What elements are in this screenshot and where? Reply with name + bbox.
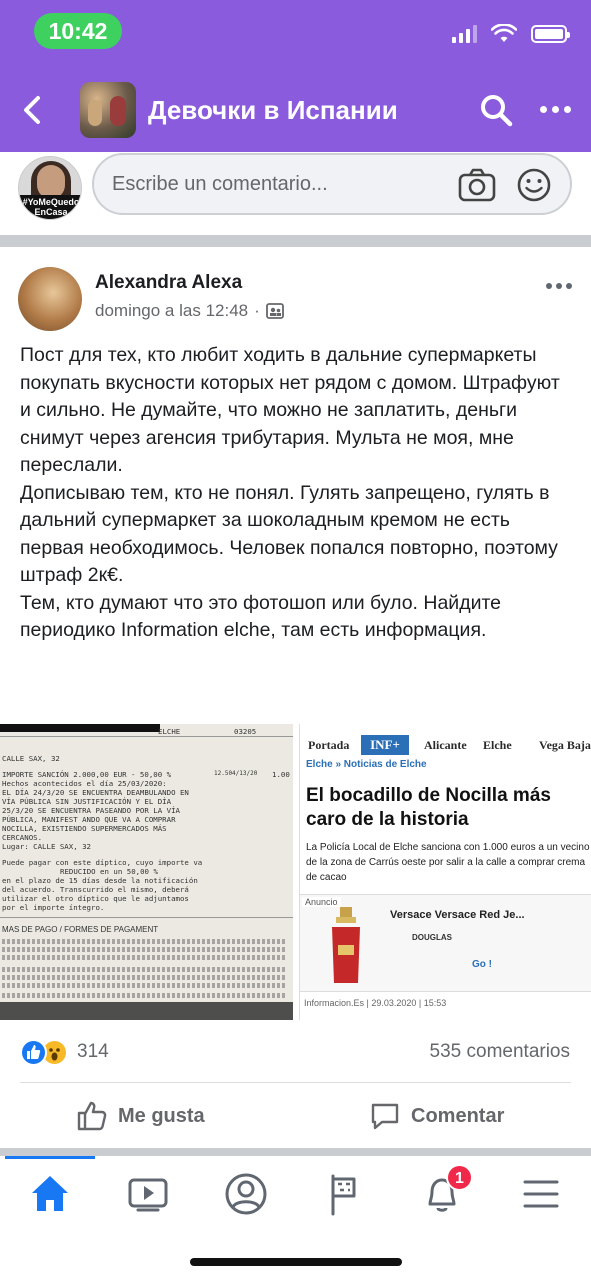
tab-profile[interactable] bbox=[222, 1170, 270, 1218]
news-nav-item: Elche bbox=[483, 738, 512, 752]
ad-brand: DOUGLAS bbox=[412, 933, 452, 942]
comment-composer bbox=[0, 152, 591, 236]
tab-watch[interactable] bbox=[124, 1170, 172, 1218]
fine-document bbox=[0, 724, 293, 1020]
post-timestamp[interactable]: domingo a las 12:48 bbox=[95, 301, 249, 320]
doc-line: utilizar el otro díptico que le adjuntamos bbox=[2, 894, 189, 903]
profile-icon bbox=[222, 1170, 270, 1218]
news-nav-item: Portada bbox=[308, 738, 350, 752]
post-paragraph: Дописываю тем, кто не понял. Гулять запрещено, гулять в дальний супермаркет за шоколадным кремом не есть первая необходимось. Человек попался повторно, поэтому штраф 2к€. bbox=[20, 481, 558, 586]
avatar-frame-text: #YoMeQuedo EnCasa bbox=[19, 195, 82, 219]
doc-line: 25/3/20 SE ENCUENTRA PASEANDO POR LA VÍA bbox=[2, 806, 180, 815]
comment-input[interactable] bbox=[92, 153, 572, 215]
news-breadcrumb: Elche » Noticias de Elche bbox=[306, 759, 427, 770]
reactions-summary[interactable] bbox=[20, 1038, 109, 1066]
doc-line: Lugar: CALLE SAX, 32 bbox=[2, 842, 91, 851]
emoji-icon[interactable] bbox=[516, 167, 552, 203]
video-icon bbox=[124, 1170, 172, 1218]
perfume-bottle-icon bbox=[326, 905, 366, 985]
news-nav-item: Vega Baja bbox=[539, 738, 591, 752]
post-author[interactable]: Alexandra Alexa bbox=[95, 272, 243, 293]
reactions-count: 314 bbox=[77, 1041, 109, 1062]
news-ad bbox=[300, 894, 591, 992]
notification-badge: 1 bbox=[446, 1164, 473, 1191]
news-nav-item: Alicante bbox=[424, 738, 467, 752]
doc-line: VÍA PÚBLICA SIN JUSTIFICACIÓN Y EL DÍA bbox=[2, 797, 172, 806]
header bbox=[0, 0, 591, 152]
status-time: 10:42 bbox=[34, 13, 122, 49]
like-reaction-icon bbox=[20, 1039, 47, 1066]
tab-menu[interactable] bbox=[517, 1170, 565, 1218]
meta-separator: · bbox=[254, 301, 260, 320]
app-bar bbox=[0, 78, 591, 142]
doc-line: por el importe íntegro. bbox=[2, 903, 105, 912]
group-thumbnail[interactable] bbox=[80, 82, 136, 138]
ad-label: Anuncio bbox=[302, 897, 341, 907]
doc-header-left: ELCHE bbox=[158, 727, 181, 736]
section-divider bbox=[0, 235, 591, 247]
section-divider bbox=[0, 1148, 591, 1156]
post-options-icon[interactable] bbox=[546, 283, 572, 289]
tab-home[interactable] bbox=[26, 1170, 74, 1218]
doc-side-value: 12.504/13/20 bbox=[214, 770, 258, 777]
search-icon[interactable] bbox=[478, 92, 514, 128]
comment-input-placeholder: Escribe un comentario... bbox=[112, 173, 328, 195]
like-button[interactable] bbox=[76, 1096, 205, 1136]
doc-line: CALLE SAX, 32 bbox=[2, 754, 60, 763]
signal-icon bbox=[452, 25, 477, 43]
ad-cta: Go ! bbox=[472, 959, 492, 970]
doc-line: PÚBLICA, MANIFEST ANDO QUE VA A COMPRAR bbox=[2, 815, 176, 824]
thumbs-up-icon bbox=[76, 1100, 108, 1132]
doc-line: Hechos acontecidos el día 25/03/2020: bbox=[2, 779, 167, 788]
post-photo-fine-document[interactable] bbox=[0, 724, 293, 1020]
group-title[interactable]: Девочки в Испании bbox=[148, 95, 398, 125]
doc-line: Puede pagar con este díptico, cuyo importe va bbox=[2, 858, 203, 867]
avatar[interactable] bbox=[18, 156, 82, 220]
doc-header-right: 03205 bbox=[234, 727, 257, 736]
post-paragraph: Пост для тех, кто любит ходить в дальние супермаркеты покупать вкусности которых нет рядом с домом. Штрафуют и сильно. Не думайте, что можно не заплатить, деньги снимут через агенсия трибутария. Мульта не моя, мне переслали. bbox=[20, 344, 560, 476]
comment-button[interactable] bbox=[369, 1096, 504, 1136]
like-label: Me gusta bbox=[118, 1104, 205, 1127]
news-nav bbox=[300, 728, 591, 762]
doc-section-title: MAS DE PAGO / FORMES DE PAGAMENT bbox=[2, 925, 159, 934]
post-body bbox=[20, 342, 576, 645]
doc-line: CERCANOS. bbox=[2, 833, 43, 842]
news-source: Informacion.Es | 29.03.2020 | 15:53 bbox=[304, 998, 447, 1008]
doc-side-value: 1.00 bbox=[272, 770, 290, 779]
news-logo: INF+ bbox=[361, 735, 409, 755]
divider bbox=[20, 1082, 571, 1083]
ad-title: Versace Versace Red Je... bbox=[390, 909, 525, 921]
home-indicator bbox=[190, 1258, 402, 1266]
post-photo-news-clipping[interactable] bbox=[299, 724, 591, 1020]
doc-line: del acuerdo. Transcurrido el mismo, deberá bbox=[2, 885, 189, 894]
post-meta bbox=[95, 301, 284, 321]
back-arrow-icon[interactable] bbox=[20, 94, 44, 126]
author-avatar[interactable] bbox=[18, 267, 82, 331]
group-audience-icon bbox=[266, 302, 284, 320]
menu-icon bbox=[517, 1170, 565, 1218]
doc-line: IMPORTE SANCIÓN 2.000,00 EUR - 50,00 % bbox=[2, 770, 172, 779]
active-tab-indicator bbox=[5, 1156, 95, 1159]
status-icons bbox=[452, 22, 567, 46]
comment-label: Comentar bbox=[411, 1104, 505, 1127]
flag-icon bbox=[320, 1170, 368, 1218]
comments-count[interactable]: 535 comentarios bbox=[429, 1041, 570, 1062]
news-lead: La Policía Local de Elche sanciona con 1.000 euros a un vecino de la zona de Carrús oeste por salir a la calle a comprar crema de cacao bbox=[306, 842, 590, 883]
more-options-icon[interactable] bbox=[540, 106, 571, 113]
doc-line: en el plazo de 15 días desde la notificación bbox=[2, 876, 198, 885]
camera-icon[interactable] bbox=[458, 168, 496, 202]
battery-icon bbox=[531, 25, 567, 43]
doc-line: EL DÍA 24/3/20 SE ENCUENTRA DEAMBULANDO EN bbox=[2, 788, 189, 797]
home-icon bbox=[26, 1170, 74, 1218]
news-headline: El bocadillo de Nocilla más caro de la historia bbox=[306, 785, 551, 830]
post-paragraph: Тем, кто думают что это фотошоп или було. Найдите периодико Information elche, там есть информация. bbox=[20, 591, 502, 641]
doc-line: NOCILLA, EXISTIENDO SUPERMERCADOS MÁS bbox=[2, 824, 167, 833]
comment-bubble-icon bbox=[369, 1100, 401, 1132]
doc-line: REDUCIDO en un 50,00 % bbox=[60, 867, 158, 876]
wifi-icon bbox=[491, 24, 517, 44]
tab-pages[interactable] bbox=[320, 1170, 368, 1218]
